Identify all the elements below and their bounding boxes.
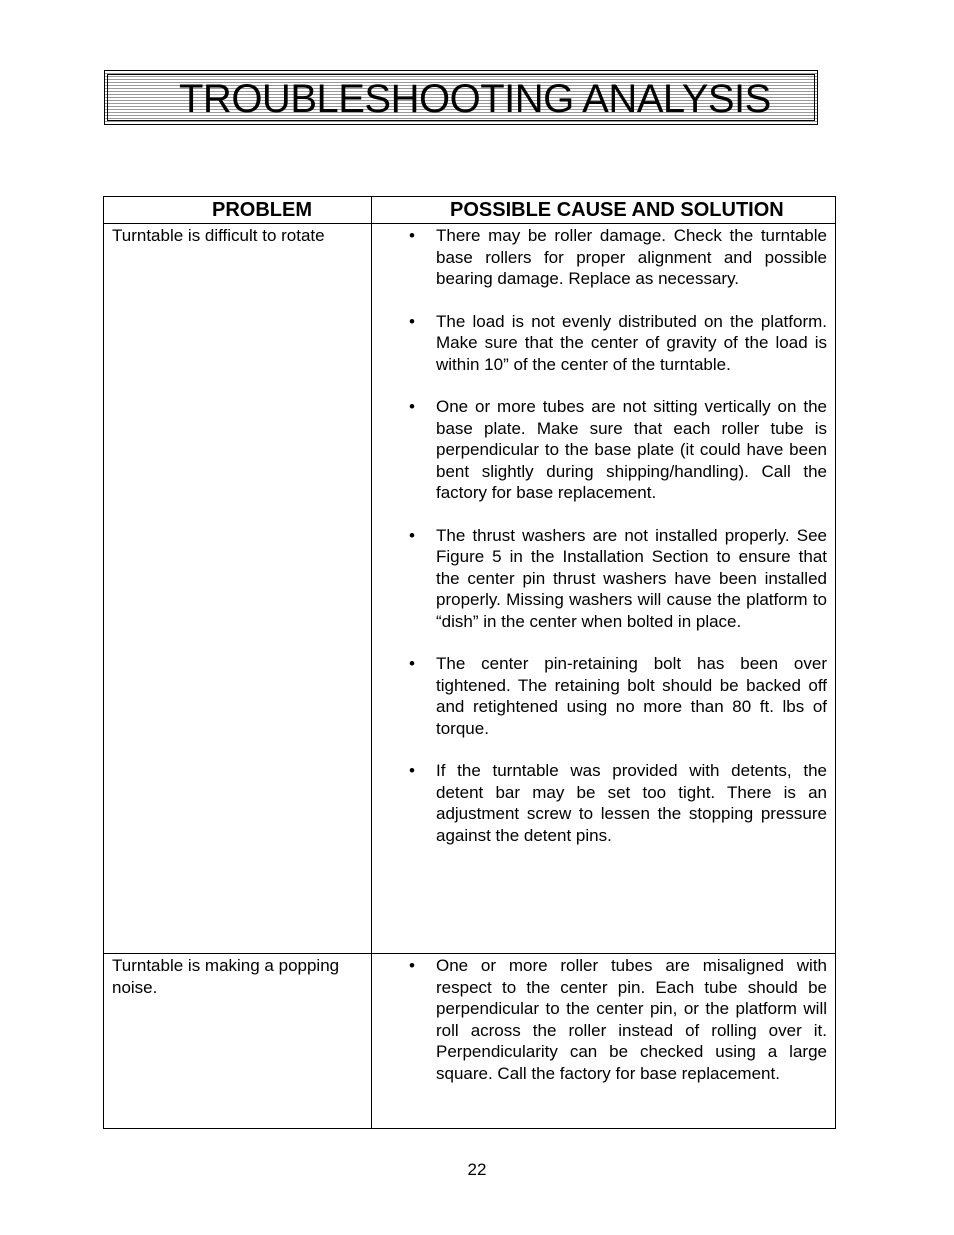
cause-item (409, 396, 827, 504)
bullet-icon: • (409, 956, 415, 975)
bullet-icon: • (409, 525, 415, 545)
header-problem: PROBLEM (104, 197, 372, 224)
cause-text: The load is not evenly distributed on the platform. Make sure that the center of gravity of the load is within 10” of the center of the turntable. (436, 311, 827, 374)
cause-cell (372, 954, 836, 1129)
cause-text: The center pin-retaining bolt has been over tightened. The retaining bolt should be backed off and retightened using no more than 80 ft. lbs of torque. (436, 654, 827, 738)
bullet-icon: • (409, 311, 415, 331)
table-row (104, 954, 836, 1129)
bullet-icon: • (409, 397, 415, 416)
problem-cell: Turntable is difficult to rotate (104, 224, 372, 954)
cause-list (409, 955, 827, 1084)
problem-cell: Turntable is making a popping noise. (104, 954, 372, 1129)
cause-list (409, 225, 827, 846)
cause-text: If the turntable was provided with detents, the detent bar may be set too tight. There is an adjustment screw to lessen the stopping pressure against the detent pins. (436, 761, 827, 845)
cause-item (409, 653, 827, 739)
cause-text: There may be roller damage. Check the turntable base rollers for proper alignment and possible bearing damage. Replace as necessary. (436, 226, 827, 288)
page-title: TROUBLESHOOTING ANALYSIS (179, 77, 771, 121)
cause-text: One or more tubes are not sitting vertically on the base plate. Make sure that each roller tube is perpendicular to the base plate (it could have been bent slightly during shipping/handling). Call the factory for base replacement. (436, 397, 827, 502)
page-number: 22 (467, 1160, 487, 1179)
cause-item (409, 760, 827, 846)
cause-cell (372, 224, 836, 954)
header-cause: POSSIBLE CAUSE AND SOLUTION (372, 197, 836, 224)
table-header-row (104, 197, 836, 224)
cause-item (409, 225, 827, 290)
bullet-icon: • (409, 226, 415, 245)
cause-item (409, 525, 827, 633)
cause-item (409, 955, 827, 1084)
cause-text: One or more roller tubes are misaligned with respect to the center pin. Each tube should be perpendicular to the center pin, or the platform will roll across the roller instead of rolling over it. Perpendicularity can be checked using a large square. Call the factory for base replacement. (436, 956, 827, 1083)
cause-text: The thrust washers are not installed properly. See Figure 5 in the Installation Section to ensure that the center pin thrust washers have been installed properly. Missing washers will cause the platform to “dish” in the center when bolted in place. (436, 525, 827, 631)
title-banner (104, 70, 818, 125)
troubleshooting-table (103, 196, 836, 1129)
bullet-icon: • (409, 654, 415, 673)
cause-item (409, 311, 827, 376)
table-row (104, 224, 836, 954)
bullet-icon: • (409, 761, 415, 780)
